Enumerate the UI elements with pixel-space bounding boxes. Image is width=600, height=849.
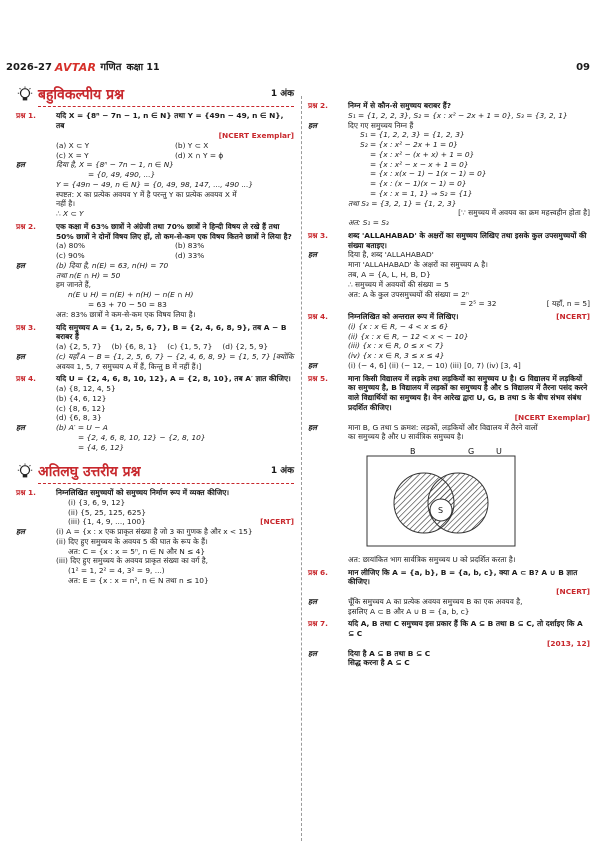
q-label: प्रश्न 7. bbox=[308, 619, 328, 629]
page-number: 09 bbox=[576, 62, 590, 74]
solution-line: स्पष्टत: X का प्रत्येक अवयव Y में है परन्तु Y का प्रत्येक अवयव X में bbox=[56, 189, 237, 199]
solution-label: हल bbox=[308, 250, 317, 260]
solution-line: ∴ X ⊂ Y bbox=[56, 209, 84, 219]
question-r5 bbox=[308, 374, 590, 565]
left-column bbox=[16, 80, 294, 586]
solution-line: (i) (− 4, 6] (ii) (− 12, − 10) (iii) [0, 7) (iv) [3, 4] bbox=[348, 360, 521, 370]
q-tag: [NCERT] bbox=[260, 517, 294, 527]
column-divider bbox=[301, 96, 302, 841]
solution-line: = {x : x = 1, 1} ⇒ S₂ = {1} bbox=[370, 188, 473, 198]
subject: गणित bbox=[100, 62, 122, 74]
option: (b) {6, 8, 1} bbox=[111, 342, 158, 352]
q-tag: [NCERT] bbox=[556, 587, 590, 597]
question-2 bbox=[16, 222, 294, 320]
option: (c) {8, 6, 12} bbox=[56, 403, 106, 413]
q-tag: [2013, 12] bbox=[547, 638, 590, 648]
q-text: एक कक्षा में 63% छात्रों ने अंग्रेजी तथा 70% छात्रों ने हिन्दी विषय ले रखे हैं तथा 50% छात्रों ने दोनों विषय लिए हों, तो कम-से-कम एक विषय कितने छात्रों ने लिया है? bbox=[56, 221, 292, 241]
solution-line: माना 'ALLAHABAD' के अक्षरों का समुच्चय A है। bbox=[348, 260, 488, 270]
section-short bbox=[16, 463, 294, 481]
solution-line: (b) दिया है, n(E) = 63, n(H) = 70 bbox=[56, 260, 169, 270]
solution-line: नहीं है। bbox=[56, 199, 76, 209]
q-text: यदि A, B तथा C समुच्चय इस प्रकार हैं कि A ⊆ B तथा B ⊆ C, तो दर्शाइए कि A ⊆ C bbox=[348, 619, 583, 639]
solution-answer: अत: S₁ = S₃ bbox=[348, 218, 389, 228]
solution-line: दिए गए समुच्चय निम्न हैं bbox=[348, 120, 414, 130]
q-label: प्रश्न 4. bbox=[16, 374, 36, 384]
q-tag: [NCERT Exemplar] bbox=[514, 412, 590, 422]
option: (c) 90% bbox=[56, 251, 85, 261]
solution-label: हल bbox=[308, 360, 317, 370]
option: (d) {2, 5, 9} bbox=[222, 342, 269, 352]
solution-line: = {2, 4, 6, 8, 10, 12} − {2, 8, 10} bbox=[78, 432, 206, 442]
question-r4 bbox=[308, 312, 590, 371]
solution-line: दिया है, शब्द 'ALLAHABAD' bbox=[348, 250, 434, 260]
q-label: प्रश्न 6. bbox=[308, 567, 328, 577]
solution-line: अत: छायांकित भाग सार्वत्रिक समुच्चय U को प्रदर्शित करता है। bbox=[348, 554, 516, 564]
solution-line: का समुच्चय है और U सार्वत्रिक समुच्चय है। bbox=[348, 432, 464, 442]
q-label: प्रश्न 3. bbox=[16, 322, 36, 332]
solution-line: = {0, 49, 490, ...} bbox=[88, 170, 156, 180]
label-g: G bbox=[468, 448, 475, 457]
q-text: निम्नलिखित को अन्तराल रूप में लिखिए। bbox=[348, 312, 459, 322]
q-text: निम्न में से कौन-से समुच्चय बराबर हैं? bbox=[348, 101, 452, 110]
option: (b) 83% bbox=[175, 241, 205, 251]
section-underline bbox=[38, 106, 294, 107]
solution-line: दिया है, X = {8ⁿ − 7n − 1, n ∈ N} bbox=[56, 160, 174, 170]
q-label: प्रश्न 1. bbox=[16, 487, 36, 497]
question-1 bbox=[16, 111, 294, 218]
q-label: प्रश्न 2. bbox=[308, 101, 328, 110]
solution-line: = {x : (x − 1)(x − 1) = 0} bbox=[370, 179, 467, 189]
option: (a) {2, 5, 7} bbox=[56, 342, 102, 352]
solution-line: Y = {49n − 49, n ∈ N} = {0, 49, 98, 147, ..., 490 ...} bbox=[56, 179, 254, 189]
sets-line: S₁ = {1, 2, 2, 3}, S₂ = {x : x² − 2x + 1 = 0}, S₃ = {3, 2, 1} bbox=[348, 110, 568, 120]
item: (i) {x : x ∈ R, − 4 < x ≤ 6} bbox=[348, 321, 449, 331]
solution-line: (b) A′ = U − A bbox=[56, 423, 108, 433]
solution-label: हल bbox=[16, 160, 25, 170]
section-marks: 1 अंक bbox=[270, 89, 294, 100]
question-r7 bbox=[308, 619, 590, 668]
solution-line: अत: C = {x : x = 5ⁿ, n ∈ N और N ≤ 4} bbox=[68, 546, 206, 556]
solution-line: n(E ∪ H) = n(E) + n(H) − n(E ∩ H) bbox=[68, 290, 194, 300]
q-label: प्रश्न 5. bbox=[308, 373, 328, 383]
label-u: U bbox=[496, 448, 502, 457]
solution-line: = {x : x² − (x + x) + 1 = 0} bbox=[370, 149, 475, 159]
solution-line: दिया है A ⊆ B तथा B ⊆ C bbox=[348, 648, 431, 658]
solution-line: हम जानते हैं, bbox=[56, 280, 92, 290]
solution-label: हल bbox=[16, 423, 25, 433]
question-r2 bbox=[308, 101, 590, 228]
solution-line: इसलिए A ⊂ B और A ∪ B = {a, b, c} bbox=[348, 606, 470, 616]
solution-line: अत: 83% छात्रों ने कम-से-कम एक विषय लिया है। bbox=[56, 309, 196, 319]
item: (i) {3, 6, 9, 12} bbox=[68, 497, 126, 507]
section-underline bbox=[38, 483, 294, 484]
label-s: S bbox=[438, 506, 444, 516]
section-title: अतिलघु उत्तरीय प्रश्न bbox=[38, 463, 141, 480]
option: (a) {8, 12, 4, 5} bbox=[56, 384, 116, 394]
solution-label: हल bbox=[308, 120, 317, 130]
option: (d) {6, 8, 3} bbox=[56, 413, 102, 423]
q-text: शब्द 'ALLAHABAD' के अक्षरों का समुच्चय लिखिए तथा इसके कुल उपसमुच्चयों की संख्या बताइए। bbox=[348, 230, 587, 250]
solution-line: तब, A = {A, L, H, B, D} bbox=[348, 270, 431, 280]
question-r3 bbox=[308, 231, 590, 309]
question-3 bbox=[16, 323, 294, 372]
question-r6 bbox=[308, 568, 590, 617]
solution-label: हल bbox=[308, 596, 317, 606]
section-mcq bbox=[16, 86, 294, 104]
page-header bbox=[6, 60, 590, 76]
solution-label: हल bbox=[16, 351, 25, 361]
solution-line: चूँकि समुच्चय A का प्रत्येक अवयव समुच्चय B का एक अवयव है, bbox=[348, 596, 523, 606]
item: (ii) {x : x ∈ R, − 12 < x < − 10} bbox=[348, 331, 469, 341]
solution-line: (1² = 1, 2² = 4, 3² = 9, ...) bbox=[68, 566, 165, 576]
solution-line: तथा n(E ∩ H) = 50 bbox=[56, 270, 121, 280]
solution-line: तथा S₃ = {3, 2, 1} = {1, 2, 3} bbox=[348, 198, 457, 208]
q-text: माना किसी विद्यालय में लड़के तथा लड़कियों का समुच्चय U है। G विद्यालय में लड़कियों का समुच्चय है, B विद्यालय में लड़कों का समुच्चय है और S विद्यालय में तैरना पसंद करने वाले विद्यार्थियों का समुच्चय है। वेन आरेख द्वारा U, G, B तथा S के बीच संभव संबंध प्रदर्शित कीजिए। bbox=[348, 373, 588, 412]
q-label: प्रश्न 3. bbox=[308, 230, 328, 240]
class: कक्षा 11 bbox=[126, 61, 160, 73]
option: (c) {1, 5, 7} bbox=[167, 342, 213, 352]
solution-line: = 63 + 70 − 50 = 83 bbox=[88, 300, 167, 310]
question-4 bbox=[16, 374, 294, 452]
solution-line: = {4, 6, 12} bbox=[78, 442, 125, 452]
solution-line: S₂ = {x : x² − 2x + 1 = 0} bbox=[360, 140, 459, 150]
q-tag: [NCERT Exemplar] bbox=[218, 131, 294, 140]
section-title: बहुविकल्पीय प्रश्न bbox=[38, 87, 125, 103]
option: (a) 80% bbox=[56, 241, 86, 251]
solution-line: अत: E = {x : x = n², n ∈ N तथा n ≤ 10} bbox=[68, 575, 209, 585]
q-text: यदि X = {8ⁿ − 7n − 1, n ∈ N} तथा Y = {49n − 49, n ∈ N}, तब bbox=[56, 111, 284, 131]
right-column bbox=[308, 98, 590, 668]
q-text: यदि समुच्चय A = {1, 2, 5, 6, 7}, B = {2, 4, 6, 8, 9}, तब A − B बराबर हैं bbox=[56, 322, 287, 342]
bulb-icon bbox=[16, 463, 34, 481]
solution-line: सिद्ध करना है A ⊆ C bbox=[348, 658, 410, 668]
item: (ii) {5, 25, 125, 625} bbox=[68, 507, 147, 517]
section-marks: 1 अंक bbox=[270, 465, 294, 476]
item: (iii) {x : x ∈ R, 0 ≤ x < 7} bbox=[348, 341, 445, 351]
q-label: प्रश्न 2. bbox=[16, 221, 36, 231]
solution-note: [ यहाँ, n = 5] bbox=[546, 299, 590, 309]
solution-line: अवयव 1, 5, 7 समुच्चय A में हैं, किन्तु B में नहीं हैं।] bbox=[56, 361, 202, 371]
q-label: प्रश्न 1. bbox=[16, 111, 36, 121]
solution-line: अत: A के कुल उपसमुच्चयों की संख्या = 2ⁿ bbox=[348, 289, 469, 299]
solution-line: (i) A = {x : x एक प्राकृत संख्या है जो 3 का गुणक है और x < 15} bbox=[56, 527, 253, 537]
solution-line: (iii) दिए हुए समुच्चय के अवयव प्राकृत संख्या का वर्ग है, bbox=[56, 556, 209, 566]
solution-line: (ii) दिए हुए समुच्चय के अवयव 5 की घात के रूप के हैं। bbox=[56, 536, 208, 546]
solution-line: ∴ समुच्चय में अवयवों की संख्या = 5 bbox=[348, 279, 449, 289]
solution-line: = 2⁵ = 32 bbox=[460, 299, 497, 309]
option: (c) X = Y bbox=[56, 150, 89, 160]
option: (d) 33% bbox=[175, 251, 205, 261]
option: (d) X ∩ Y = ϕ bbox=[175, 150, 224, 160]
solution-note: [∵ समुच्चय में अवयव का क्रम महत्त्वहीन होता है] bbox=[458, 208, 590, 218]
solution-line: (c) यहाँ A − B = {1, 2, 5, 6, 7} − {2, 4, 6, 8, 9} = {1, 5, 7} [क्योंकि bbox=[56, 351, 294, 361]
q-text: मान लीजिए कि A = {a, b}, B = {a, b, c}, क्या A ⊂ B? A ∪ B ज्ञात कीजिए। bbox=[348, 567, 578, 587]
option: (b) {4, 6, 12} bbox=[56, 393, 107, 403]
item: (iii) {1, 4, 9, ..., 100} bbox=[68, 517, 146, 527]
solution-label: हल bbox=[16, 527, 25, 537]
solution-line: = {x : x(x − 1) − 1(x − 1) = 0} bbox=[370, 169, 487, 179]
q-text: निम्नलिखित समुच्चयों को समुच्चय निर्माण रूप में व्यक्त कीजिए। bbox=[56, 487, 230, 497]
solution-line: = {x : x² − x − x + 1 = 0} bbox=[370, 159, 469, 169]
solution-label: हल bbox=[16, 260, 25, 270]
solution-label: हल bbox=[308, 648, 317, 658]
year: 2026-27 bbox=[6, 62, 52, 74]
item: (iv) {x : x ∈ R, 3 ≤ x ≤ 4} bbox=[348, 351, 445, 361]
solution-line: माना B, G तथा S क्रमश: लड़कों, लड़कियों और विद्यालय में तैरने वालों bbox=[348, 422, 538, 432]
short-question-1 bbox=[16, 488, 294, 586]
q-label: प्रश्न 4. bbox=[308, 312, 328, 322]
solution-label: हल bbox=[308, 422, 317, 432]
venn-diagram bbox=[366, 448, 516, 548]
option: (b) Y ⊂ X bbox=[175, 140, 209, 150]
brand-logo: AVTAR bbox=[54, 60, 97, 74]
q-tag: [NCERT] bbox=[556, 312, 590, 322]
bulb-icon bbox=[16, 86, 34, 104]
q-text: यदि U = {2, 4, 6, 8, 10, 12}, A = {2, 8, 10}, तब A′ ज्ञात कीजिए। bbox=[56, 374, 291, 384]
option: (a) X ⊂ Y bbox=[56, 140, 90, 150]
solution-line: S₁ = {1, 2, 2, 3} = {1, 2, 3} bbox=[360, 130, 465, 140]
label-b: B bbox=[410, 448, 416, 457]
